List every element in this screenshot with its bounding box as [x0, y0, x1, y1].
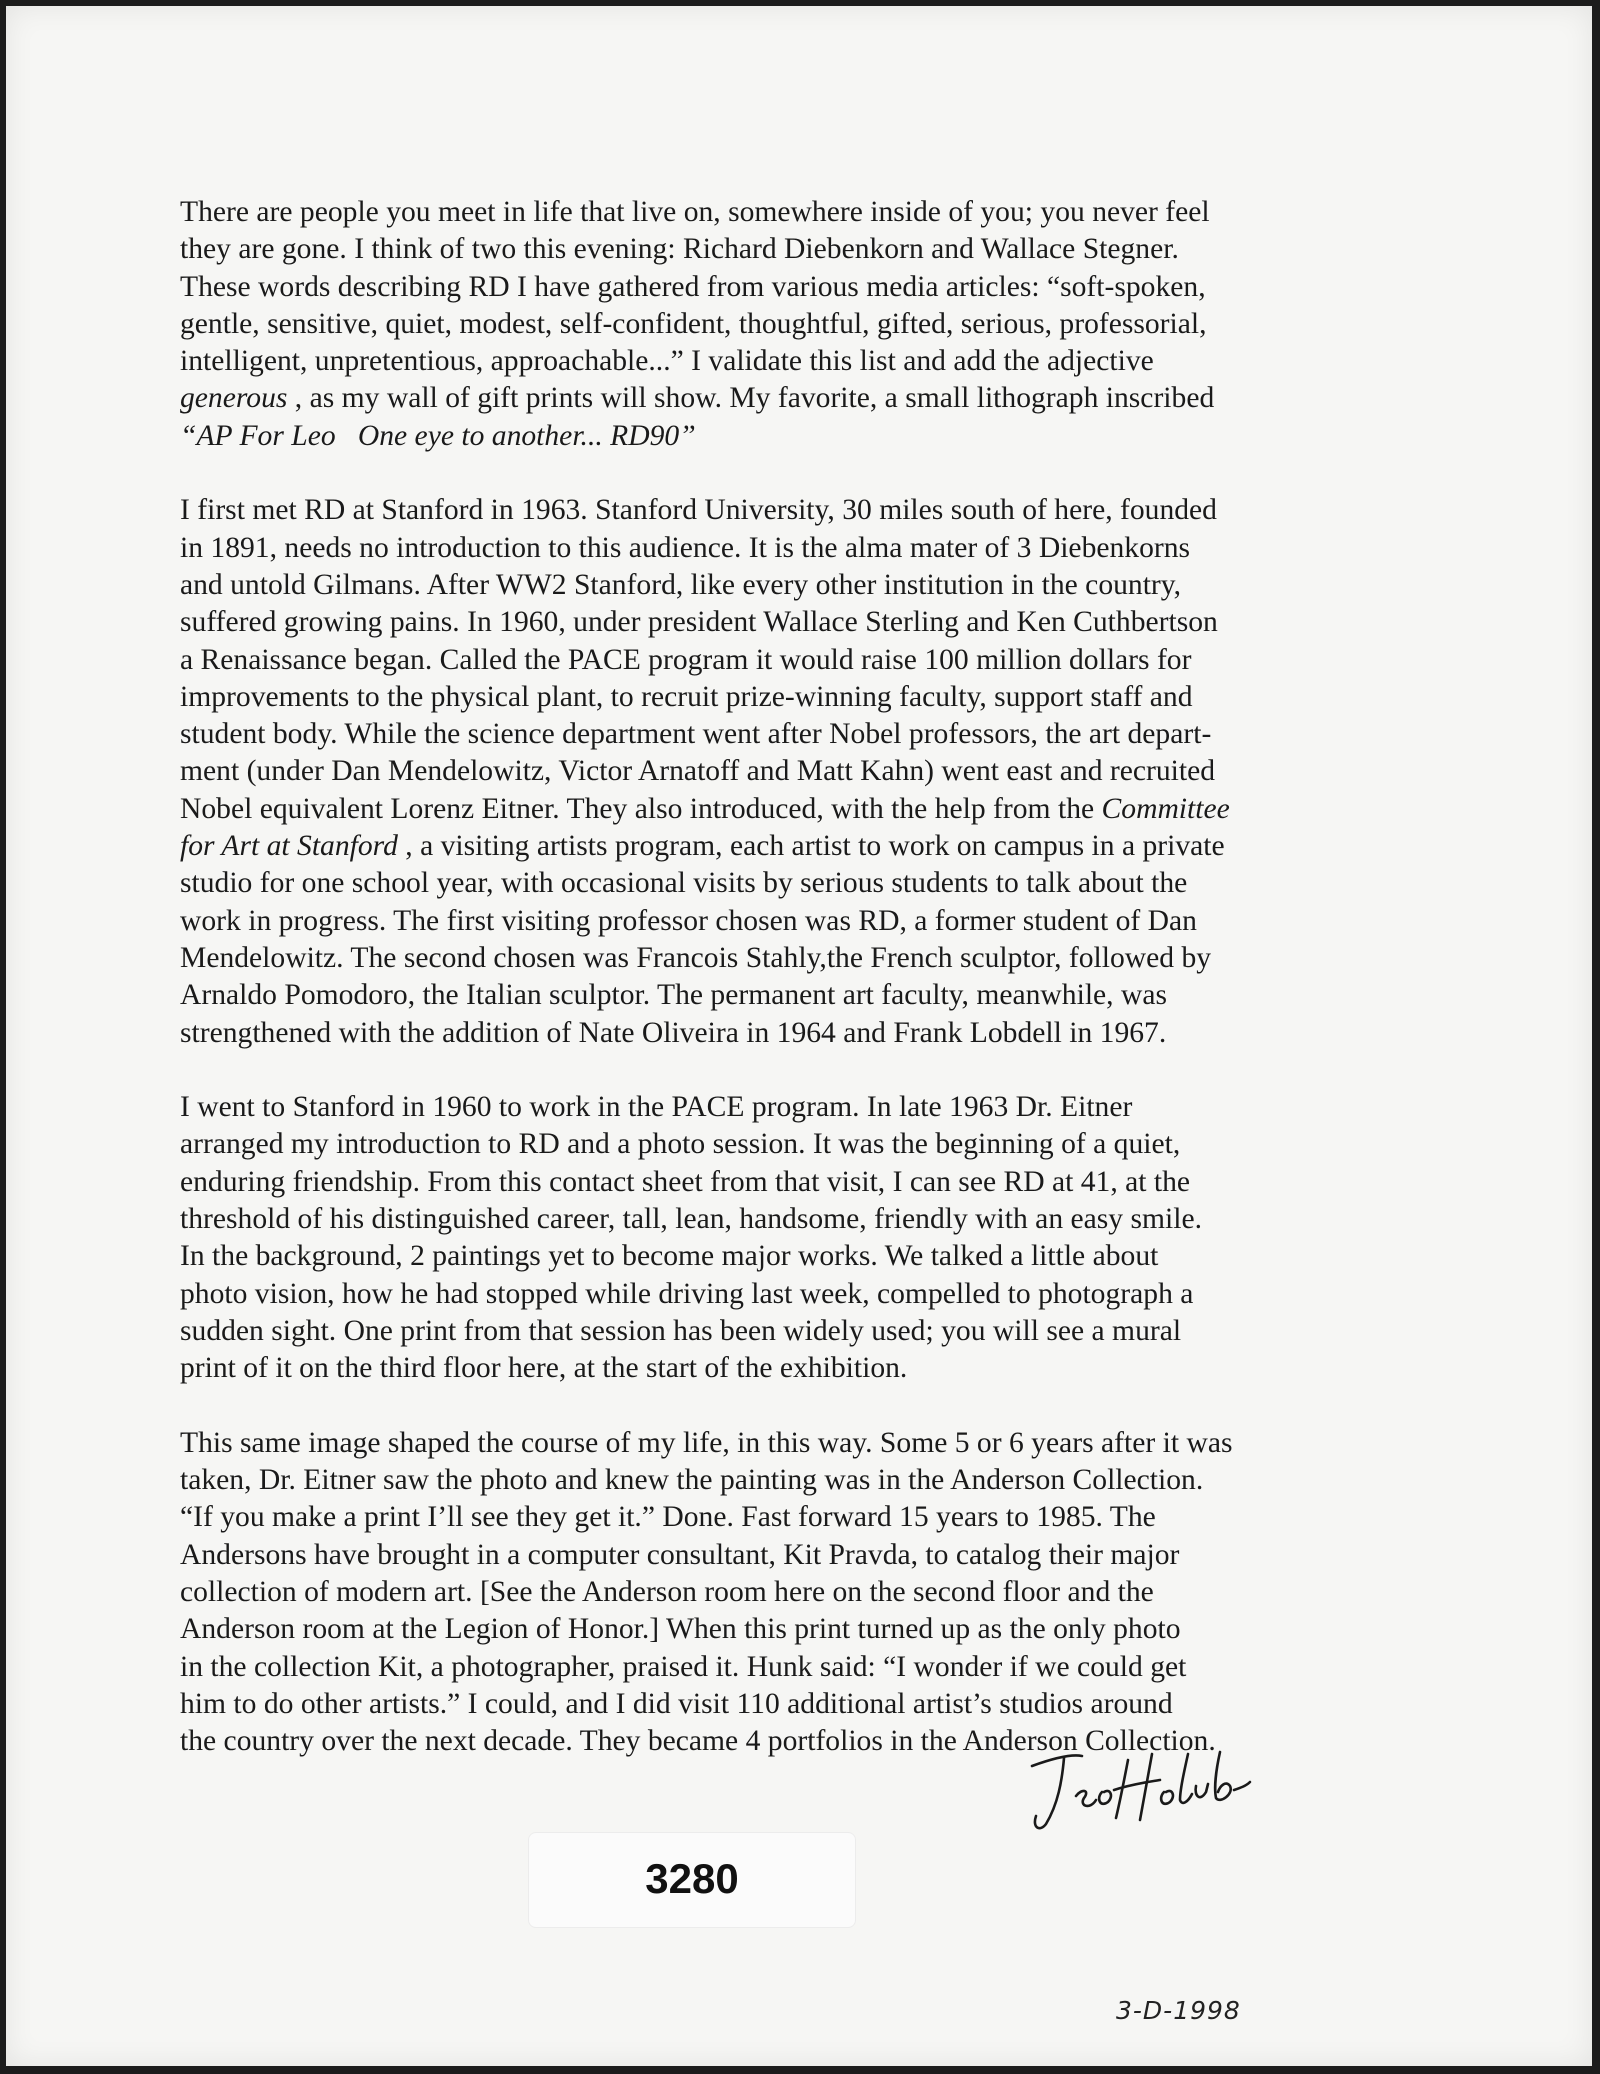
- text-line: [180, 418, 1410, 455]
- paragraph-1: [180, 194, 1410, 455]
- text-line: student body. While the science department went after Nobel professors, the art depart-: [180, 718, 1212, 751]
- text-line: I went to Stanford in 1960 to work in the PACE program. In late 1963 Dr. Eitner: [180, 1091, 1133, 1124]
- text-segment: Nobel equivalent Lorenz Eitner. They also introduced, with the help from the: [180, 792, 1102, 825]
- text-line: [180, 791, 1410, 828]
- text-line: Andersons have brought in a computer consultant, Kit Pravda, to catalog their major: [180, 1538, 1180, 1571]
- text-line: strengthened with the addition of Nate Oliveira in 1964 and Frank Lobdell in 1967.: [180, 1016, 1167, 1049]
- signature-icon: [1024, 1736, 1254, 1836]
- paragraph-gap: [180, 1388, 1410, 1425]
- text-line: photo vision, how he had stopped while driving last week, compelled to photograph a: [180, 1277, 1194, 1310]
- text-line: in the collection Kit, a photographer, praised it. Hunk said: “I wonder if we could get: [180, 1650, 1187, 1683]
- text-line: These words describing RD I have gathered from various media articles: “soft-spoken,: [180, 270, 1206, 303]
- paragraph-gap: [180, 1052, 1410, 1089]
- text-line: intelligent, unpretentious, approachable...” I validate this list and add the adjective: [180, 345, 1154, 378]
- text-line: gentle, sensitive, quiet, modest, self-confident, thoughtful, gifted, serious, professorial,: [180, 307, 1207, 340]
- text-line: ment (under Dan Mendelowitz, Victor Arnatoff and Matt Kahn) went east and recruited: [180, 755, 1216, 788]
- italic-text: generous: [180, 382, 288, 415]
- text-line: Mendelowitz. The second chosen was Francois Stahly,the French sculptor, followed by: [180, 941, 1212, 974]
- text-line: improvements to the physical plant, to recruit prize-winning faculty, support staff and: [180, 680, 1193, 713]
- text-line: threshold of his distinguished career, tall, lean, handsome, friendly with an easy smile.: [180, 1203, 1203, 1236]
- italic-text: Committee: [1101, 792, 1230, 825]
- text-line: [180, 380, 1410, 417]
- text-line: studio for one school year, with occasional visits by serious students to talk about the: [180, 867, 1188, 900]
- text-line: “If you make a print I’ll see they get it.” Done. Fast forward 15 years to 1985. The: [180, 1501, 1156, 1534]
- text-line: [180, 828, 1410, 865]
- paragraph-2: [180, 492, 1410, 1051]
- text-line: collection of modern art. [See the Anderson room here on the second floor and the: [180, 1575, 1154, 1608]
- paragraph-gap: [180, 455, 1410, 492]
- text-line: sudden sight. One print from that session has been widely used; you will see a mural: [180, 1314, 1182, 1347]
- paragraph-4: [180, 1425, 1410, 1761]
- text-line: taken, Dr. Eitner saw the photo and knew the painting was in the Anderson Collection.: [180, 1464, 1204, 1497]
- inscription-quote: “AP For Leo One eye to another... RD90”: [180, 419, 696, 452]
- text-line: work in progress. The first visiting professor chosen was RD, a former student of Dan: [180, 904, 1197, 937]
- text-line: There are people you meet in life that live on, somewhere inside of you; you never feel: [180, 196, 1210, 228]
- text-line: In the background, 2 paintings yet to become major works. We talked a little about: [180, 1240, 1159, 1273]
- document-page: [6, 6, 1592, 2066]
- text-line: suffered growing pains. In 1960, under president Wallace Sterling and Ken Cuthbertson: [180, 606, 1218, 639]
- text-line: a Renaissance began. Called the PACE program it would raise 100 million dollars for: [180, 643, 1192, 676]
- text-segment: , a visiting artists program, each artist to work on campus in a private: [397, 830, 1225, 863]
- italic-text: for Art at Stanford: [180, 830, 398, 863]
- letter-body: [180, 194, 1410, 1760]
- text-line: This same image shaped the course of my life, in this way. Some 5 or 6 years after it was: [180, 1426, 1233, 1459]
- text-line: Arnaldo Pomodoro, the Italian sculptor. The permanent art faculty, meanwhile, was: [180, 979, 1167, 1012]
- text-line: the country over the next decade. They became 4 portfolios in the Anderson Collection.: [180, 1725, 1216, 1758]
- text-line: him to do other artists.” I could, and I did visit 110 additional artist’s studios around: [180, 1687, 1173, 1720]
- text-line: they are gone. I think of two this evening: Richard Diebenkorn and Wallace Stegner.: [180, 233, 1179, 266]
- text-line: print of it on the third floor here, at the start of the exhibition.: [180, 1352, 908, 1385]
- text-line: Anderson room at the Legion of Honor.] When this print turned up as the only photo: [180, 1613, 1181, 1646]
- text-line: I first met RD at Stanford in 1963. Stanford University, 30 miles south of here, founded: [180, 494, 1217, 527]
- text-line: enduring friendship. From this contact sheet from that visit, I can see RD at 41, at the: [180, 1165, 1191, 1198]
- catalog-number: 3280: [645, 1855, 739, 1902]
- paragraph-3: [180, 1089, 1410, 1387]
- text-line: in 1891, needs no introduction to this audience. It is the alma mater of 3 Diebenkorns: [180, 531, 1191, 564]
- handwritten-date: 3-D-1998: [1116, 1996, 1241, 2025]
- text-line: arranged my introduction to RD and a photo session. It was the beginning of a quiet,: [180, 1128, 1181, 1161]
- catalog-number-stamp: [528, 1832, 856, 1928]
- text-line: and untold Gilmans. After WW2 Stanford, like every other institution in the country,: [180, 568, 1182, 601]
- text-segment: , as my wall of gift prints will show. My favorite, a small lithograph inscribed: [287, 382, 1215, 415]
